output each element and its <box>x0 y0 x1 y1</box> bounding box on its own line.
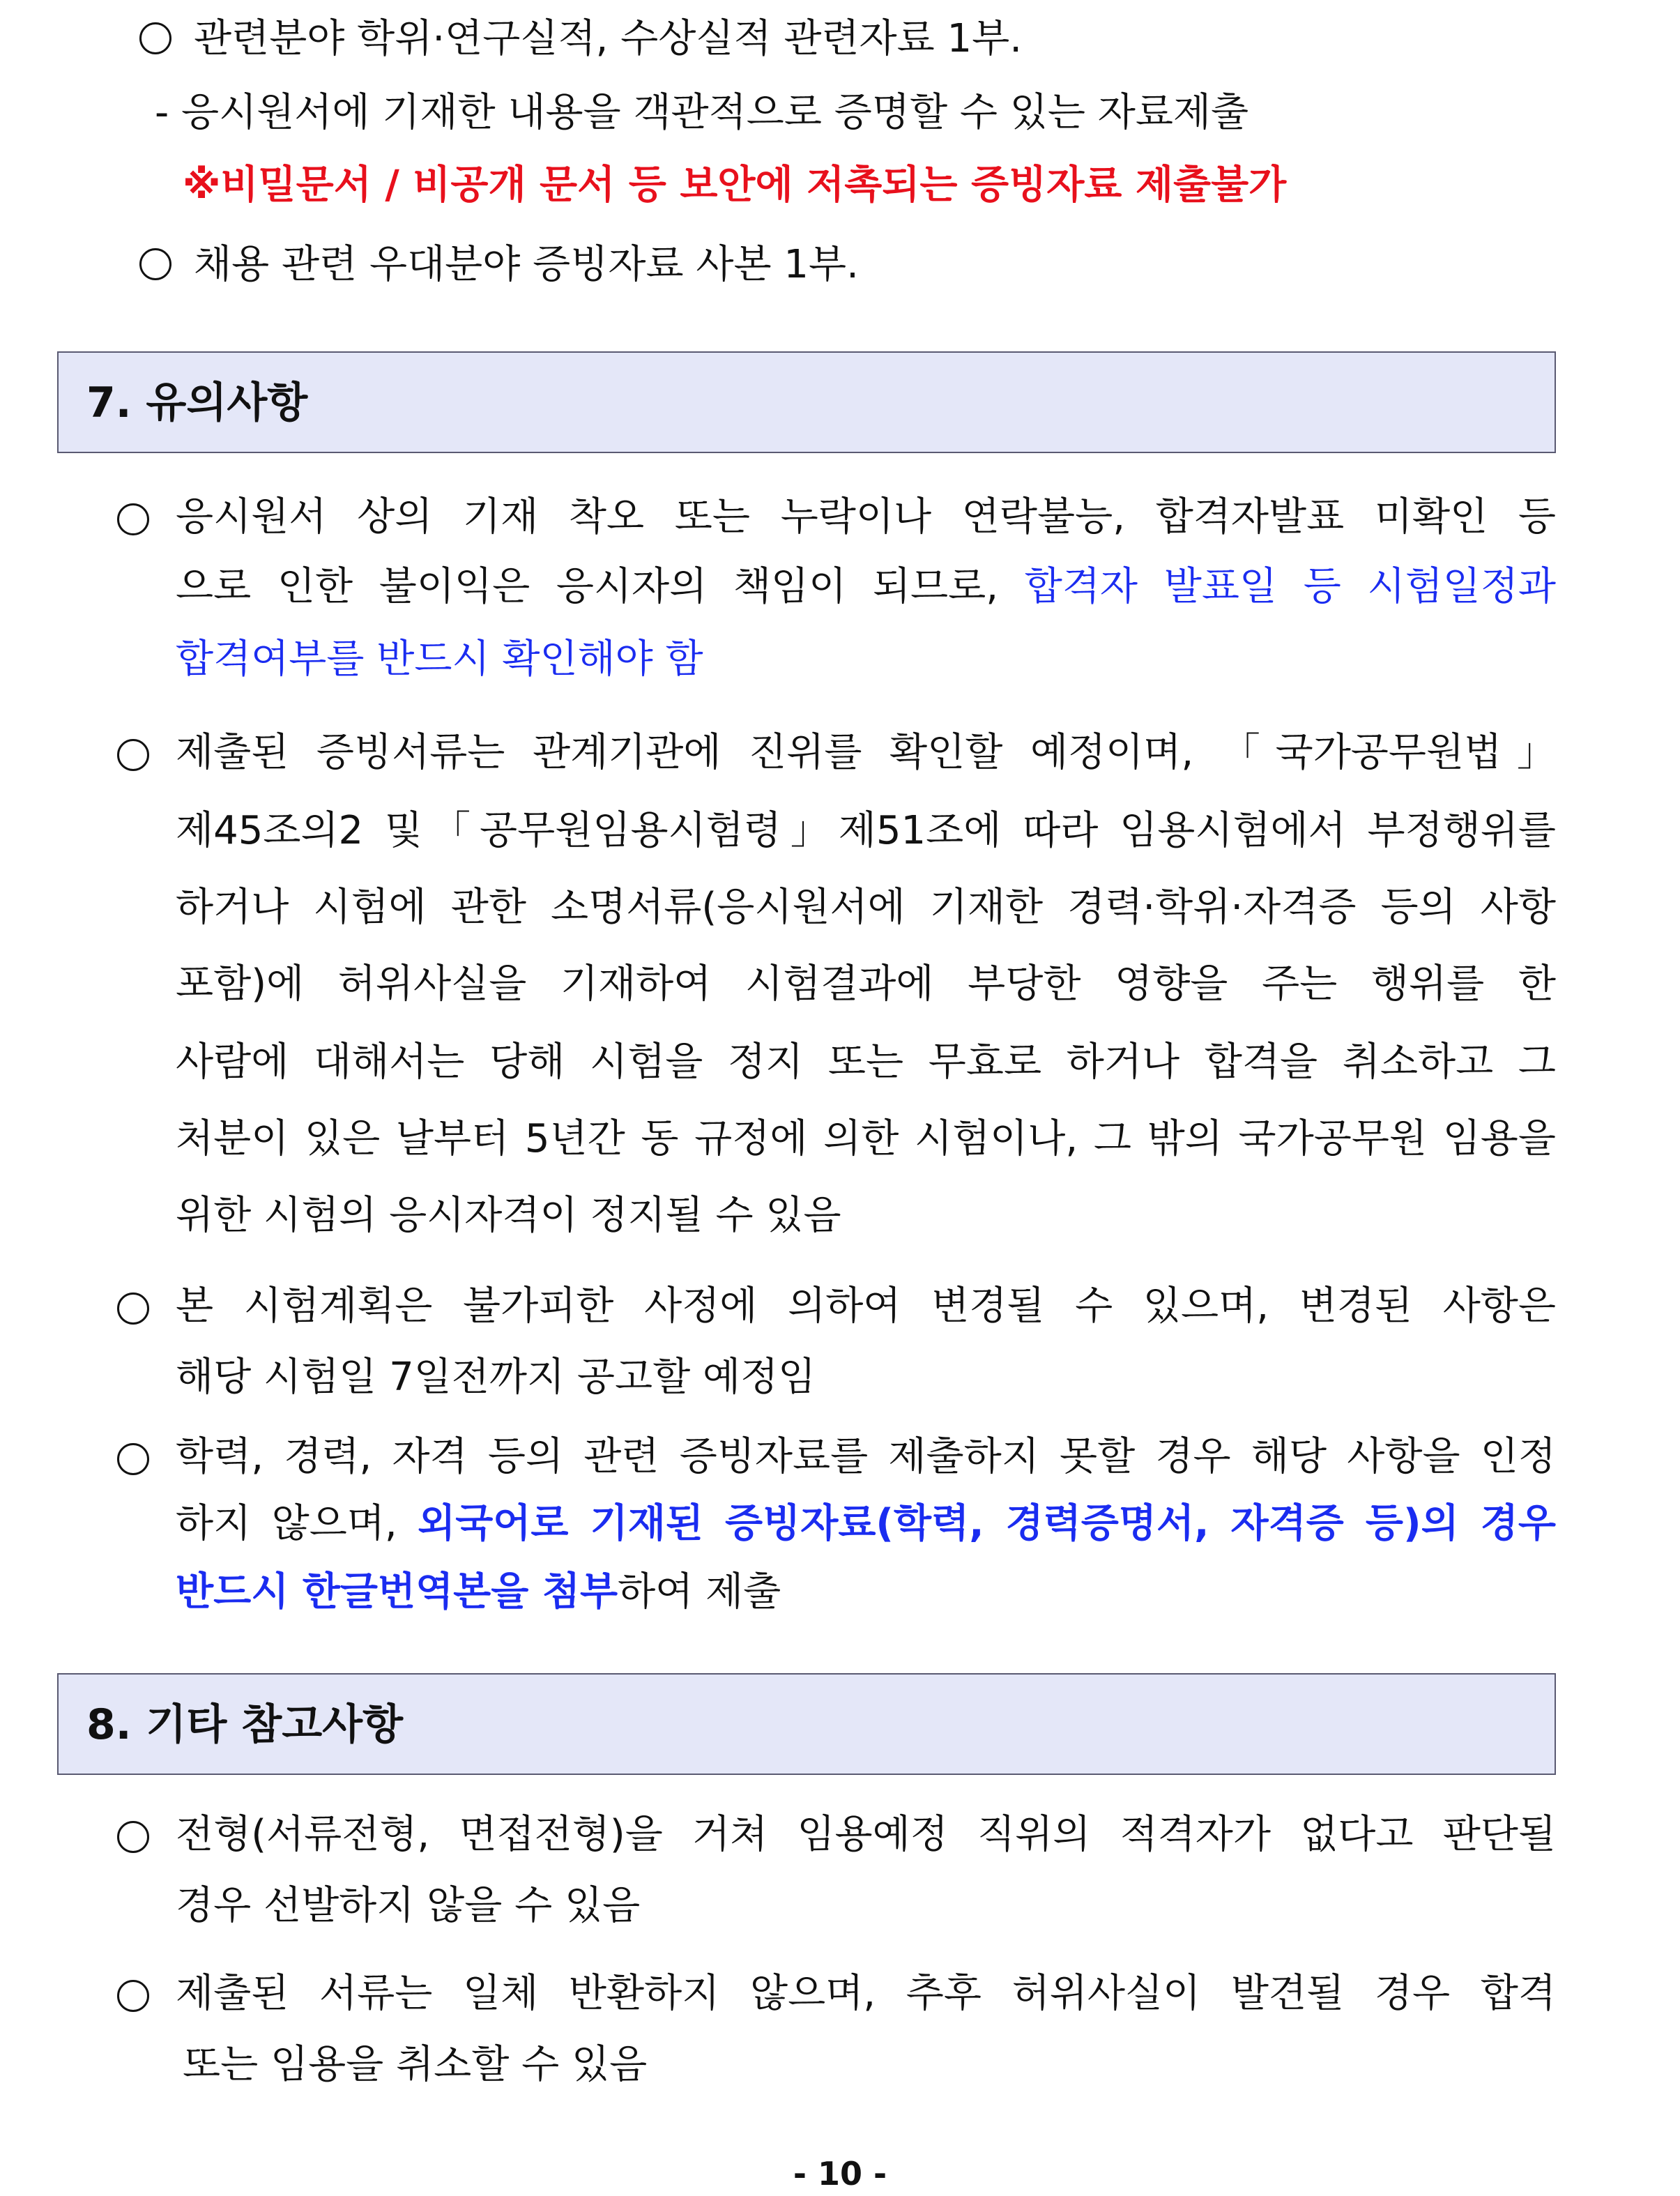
s7-item3-line1: 본 시험계획은 불가피한 사정에 의하여 변경될 수 있으며, 변경된 사항은 <box>176 1283 1556 1329</box>
section-7-header <box>57 351 1556 453</box>
s7-item3-line2: 해당 시험일 7일전까지 공고할 예정임 <box>176 1355 816 1400</box>
s7-item4-line2-blue: 외국어로 기재된 증빙자료(학력, 경력증명서, 자격증 등)의 경우 <box>418 1501 1556 1546</box>
s7-item1-line2 <box>176 563 1556 611</box>
s8-item1-line1: 전형(서류전형, 면접전형)을 거쳐 임용예정 직위의 적격자가 없다고 판단될 <box>176 1812 1556 1857</box>
s7-item2-line3: 하거나 시험에 관한 소명서류(응시원서에 기재한 경력·학위·자격증 등의 사항 <box>176 885 1556 930</box>
bullet-circle-icon <box>117 1443 149 1475</box>
bullet-circle-icon <box>117 503 149 535</box>
s7-item1-line3: 합격여부를 반드시 확인해야 함 <box>176 636 703 682</box>
s7-item4-line3 <box>176 1569 781 1616</box>
top-line-4: 채용 관련 우대분야 증빙자료 사본 1부. <box>194 242 859 287</box>
s7-item2-line7: 위한 시험의 응시자격이 정지될 수 있음 <box>176 1193 841 1238</box>
s7-item4-line3-blue: 반드시 한글번역본을 첨부 <box>176 1569 618 1615</box>
s7-item4-line3-black: 하여 제출 <box>618 1569 781 1615</box>
s7-item2-line1: 제출된 증빙서류는 관계기관에 진위를 확인할 예정이며, 「국가공무원법」 <box>176 730 1556 775</box>
top-warning: ※비밀문서 / 비공개 문서 등 보안에 저촉되는 증빙자료 제출불가 <box>183 162 1287 208</box>
s7-item2-line5: 사람에 대해서는 당해 시험을 정지 또는 무효로 하거나 합격을 취소하고 그 <box>176 1039 1556 1085</box>
bullet-circle-icon <box>117 1821 149 1853</box>
bullet-circle-icon <box>117 739 149 771</box>
top-line-1: 관련분야 학위·연구실적, 수상실적 관련자료 1부. <box>194 16 1023 61</box>
s7-item4-line1: 학력, 경력, 자격 등의 관련 증빙자료를 제출하지 못할 경우 해당 사항을 인정 <box>176 1434 1556 1479</box>
s8-item2-line1: 제출된 서류는 일체 반환하지 않으며, 추후 허위사실이 발견될 경우 합격 <box>176 1971 1556 2016</box>
s7-item1-line1: 응시원서 상의 기재 착오 또는 누락이나 연락불능, 합격자발표 미확인 등 <box>176 494 1556 540</box>
s7-item4-line2 <box>176 1500 1556 1548</box>
section-8-title: 8. 기타 참고사항 <box>86 1700 404 1749</box>
section-7-title: 7. 유의사항 <box>86 379 308 427</box>
s7-item1-line2-black: 으로 인한 불이익은 응시자의 책임이 되므로, <box>176 564 1025 609</box>
s7-item2-line6: 처분이 있은 날부터 5년간 동 규정에 의한 시험이나, 그 밖의 국가공무원 임용을 <box>176 1116 1556 1161</box>
bullet-circle-icon <box>139 22 171 54</box>
s8-item2-line2: 또는 임용을 취소할 수 있음 <box>183 2042 648 2087</box>
section-8-header <box>57 1673 1556 1775</box>
bullet-circle-icon <box>117 1980 149 2012</box>
s7-item1-line2-blue: 합격자 발표일 등 시험일정과 <box>1024 564 1556 609</box>
top-line-2: - 응시원서에 기재한 내용을 객관적으로 증명할 수 있는 자료제출 <box>155 90 1249 135</box>
s8-item1-line2: 경우 선발하지 않을 수 있음 <box>176 1883 641 1928</box>
s7-item2-line4: 포함)에 허위사실을 기재하여 시험결과에 부당한 영향을 주는 행위를 한 <box>176 961 1556 1007</box>
bullet-circle-icon <box>139 248 171 280</box>
s7-item2-line2: 제45조의2 및「공무원임용시험령」제51조에 따라 임용시험에서 부정행위를 <box>176 808 1556 853</box>
bullet-circle-icon <box>117 1293 149 1325</box>
s7-item4-line2-black: 하지 않으며, <box>176 1501 418 1546</box>
page-number: - 10 - <box>793 2155 887 2193</box>
